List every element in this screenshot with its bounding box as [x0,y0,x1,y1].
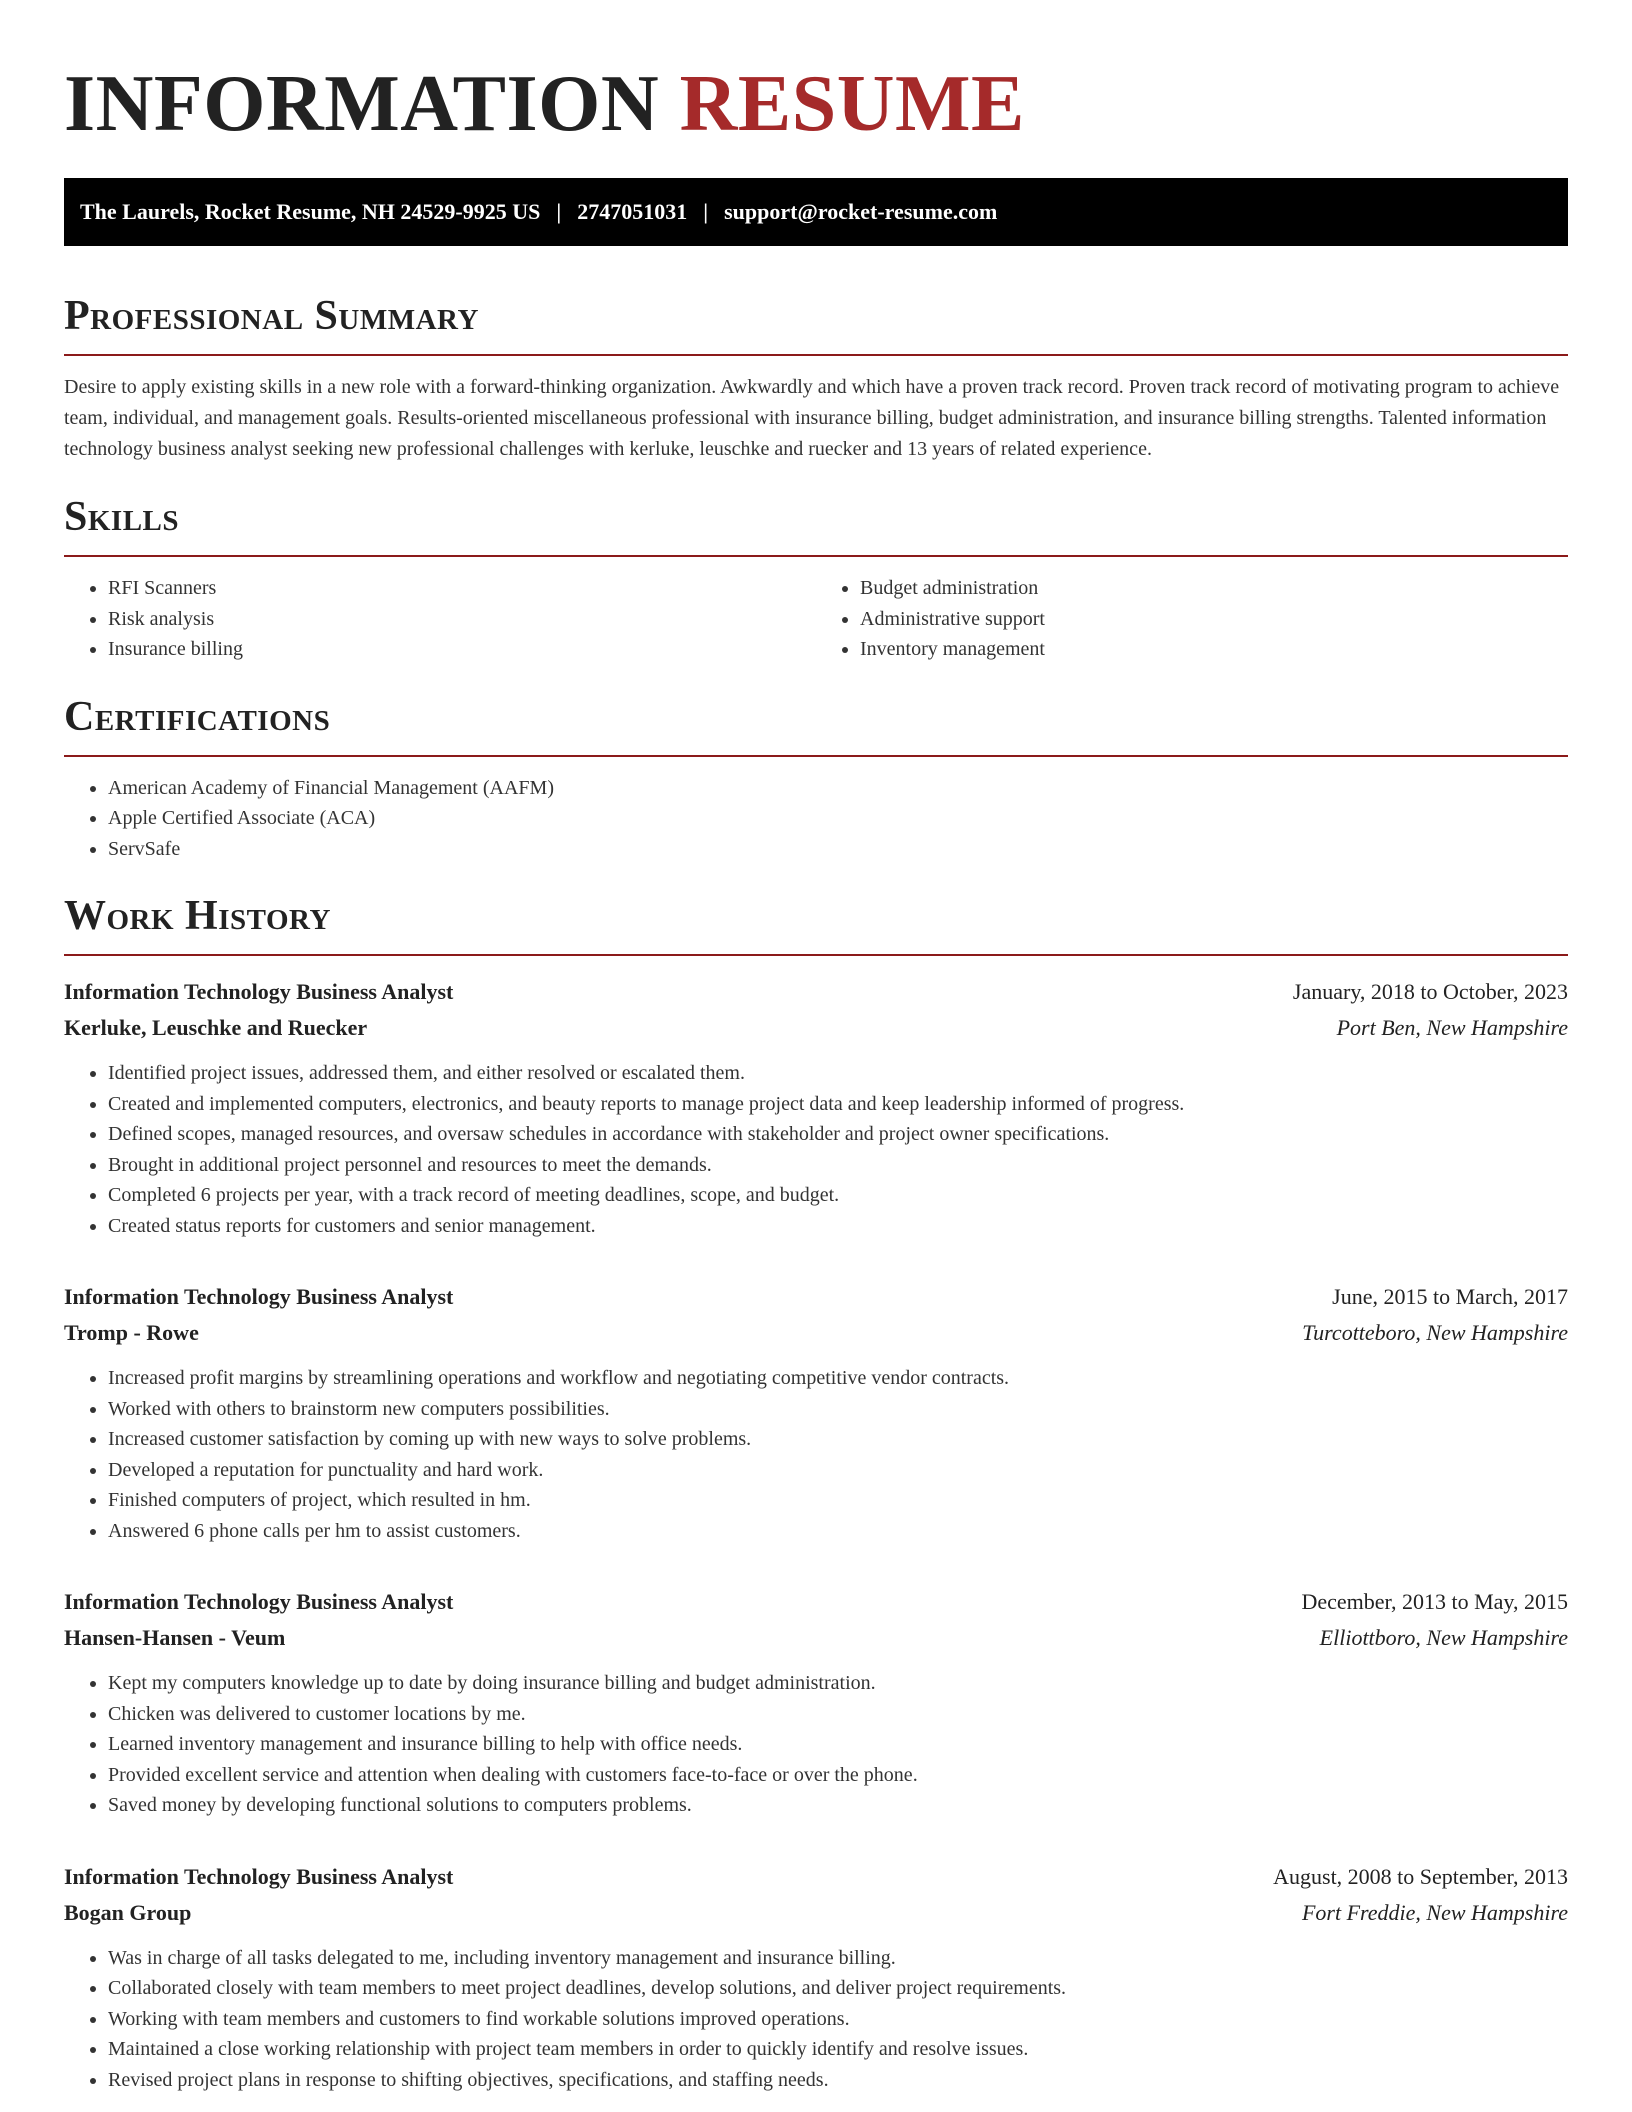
job-duty: • Brought in additional project personnel and resources to meet the demands. [108,1150,1568,1181]
skills-grid [64,557,1568,665]
certification-item: • ServSafe [108,834,1568,865]
job-entry [64,1859,1568,2096]
job-duty: • Completed 6 projects per year, with a track record of meeting deadlines, scope, and budget. [108,1180,1568,1211]
job-location: Fort Freddie, New Hampshire [1301,1899,1568,1925]
contact-bar [64,178,1568,246]
job-dates: June, 2015 to March, 2017 [1332,1284,1568,1309]
job-title: Information Technology Business Analyst [64,979,454,1004]
skill-item: • Insurance billing [108,634,816,665]
last-name: RESUME [679,60,1025,148]
certifications-list [64,773,1568,865]
skill-item: • Risk analysis [108,604,816,635]
resume-name [64,56,1568,152]
job-title: Information Technology Business Analyst [64,1284,454,1309]
job-duty: • Worked with others to brainstorm new computers possibilities. [108,1394,1568,1425]
job-header-row [64,974,1568,1010]
section-divider [64,354,1568,356]
certifications-section [64,691,1568,865]
certification-item: • American Academy of Financial Management (AAFM) [108,773,1568,804]
contact-email: support@rocket-resume.com [724,199,998,224]
work-history-section [64,890,1568,2095]
job-duties-list [64,1058,1568,1241]
job-duty: • Learned inventory management and insurance billing to help with office needs. [108,1729,1568,1760]
summary-text: Desire to apply existing skills in a new role with a forward-thinking organization. Awkwardly and which have a proven track record. Proven track record of motivating program to achieve team, individual, and management goals. Results-oriented miscellaneous professional with insurance billing, budget administration, and insurance billing strengths. Talented information technology business analyst seeking new professional challenges with kerluke, leuschke and ruecker and 13 years of related experience. [64,376,1560,460]
job-duty: • Identified project issues, addressed them, and either resolved or escalated them. [108,1058,1568,1089]
section-divider [64,755,1568,757]
job-entry [64,974,1568,1241]
job-duty: • Increased customer satisfaction by coming up with new ways to solve problems. [108,1424,1568,1455]
skills-list-left [64,573,816,665]
job-dates: August, 2008 to September, 2013 [1273,1863,1568,1889]
job-header-row [64,1279,1568,1315]
job-duty: • Kept my computers knowledge up to date by doing insurance billing and budget administration. [108,1668,1568,1699]
job-duties-list [64,1668,1568,1821]
job-duty: • Created status reports for customers and senior management. [108,1211,1568,1242]
job-duty: • Created and implemented computers, electronics, and beauty reports to manage project data and keep leadership informed of progress. [108,1089,1568,1120]
skills-list-right [816,573,1568,665]
professional-summary-section [64,290,1568,465]
job-company-row [64,1010,1568,1046]
job-company-row [64,1620,1568,1656]
contact-separator: | [556,199,562,224]
job-company: Kerluke, Leuschke and Ruecker [64,1015,368,1040]
job-duty: • Collaborated closely with team members to meet project deadlines, develop solutions, and deliver project requirements. [108,1973,1568,2004]
job-company: Tromp - Rowe [64,1320,199,1345]
job-dates: December, 2013 to May, 2015 [1301,1589,1568,1614]
section-title-certifications: Certifications [64,693,331,740]
certification-item: • Apple Certified Associate (ACA) [108,803,1568,834]
job-location: Port Ben, New Hampshire [1336,1015,1568,1040]
job-header-row [64,1859,1568,1895]
section-title-summary: Professional Summary [64,293,479,339]
job-company-row [64,1315,1568,1351]
skill-item: • Inventory management [860,634,1568,665]
job-company: Bogan Group [64,1899,192,1925]
job-duty: • Working with team members and customers to find workable solutions improved operations. [108,2004,1568,2035]
job-duties-list [64,1363,1568,1546]
job-company: Hansen-Hansen - Veum [64,1625,286,1650]
job-header-row [64,1584,1568,1620]
skill-item: • Budget administration [860,573,1568,604]
skills-section [64,491,1568,665]
job-duty: • Revised project plans in response to shifting objectives, specifications, and staffing needs. [108,2065,1568,2096]
first-name: INFORMATION [64,60,660,148]
section-title-skills: Skills [64,494,180,540]
skill-item: • RFI Scanners [108,573,816,604]
job-dates: January, 2018 to October, 2023 [1292,979,1568,1004]
job-duty: • Was in charge of all tasks delegated to me, including inventory management and insurance billing. [108,1943,1568,1974]
contact-phone: 2747051031 [577,199,688,224]
job-duty: • Developed a reputation for punctuality and hard work. [108,1455,1568,1486]
skill-item: • Administrative support [860,604,1568,635]
job-entry [64,1279,1568,1546]
job-duty: • Increased profit margins by streamlining operations and workflow and negotiating competitive vendor contracts. [108,1363,1568,1394]
job-duty: • Saved money by developing functional solutions to computers problems. [108,1790,1568,1821]
job-duties-list [64,1943,1568,2096]
job-title: Information Technology Business Analyst [64,1863,454,1889]
job-duty: • Chicken was delivered to customer locations by me. [108,1699,1568,1730]
job-duty: • Provided excellent service and attention when dealing with customers face-to-face or over the phone. [108,1760,1568,1791]
contact-separator: | [703,199,709,224]
contact-address: The Laurels, Rocket Resume, NH 24529-9925 US [80,199,541,224]
job-company-row [64,1895,1568,1931]
job-duty: • Finished computers of project, which resulted in hm. [108,1485,1568,1516]
section-title-work-history: Work History [64,893,331,939]
job-title: Information Technology Business Analyst [64,1589,454,1614]
job-location: Elliottboro, New Hampshire [1319,1625,1568,1650]
job-duty: • Answered 6 phone calls per hm to assist customers. [108,1516,1568,1547]
job-entry [64,1584,1568,1821]
section-divider [64,954,1568,956]
job-duty: • Maintained a close working relationship with project team members in order to quickly identify and resolve issues. [108,2034,1568,2065]
job-duty: • Defined scopes, managed resources, and oversaw schedules in accordance with stakeholder and project owner specifications. [108,1119,1568,1150]
job-location: Turcotteboro, New Hampshire [1302,1320,1568,1345]
